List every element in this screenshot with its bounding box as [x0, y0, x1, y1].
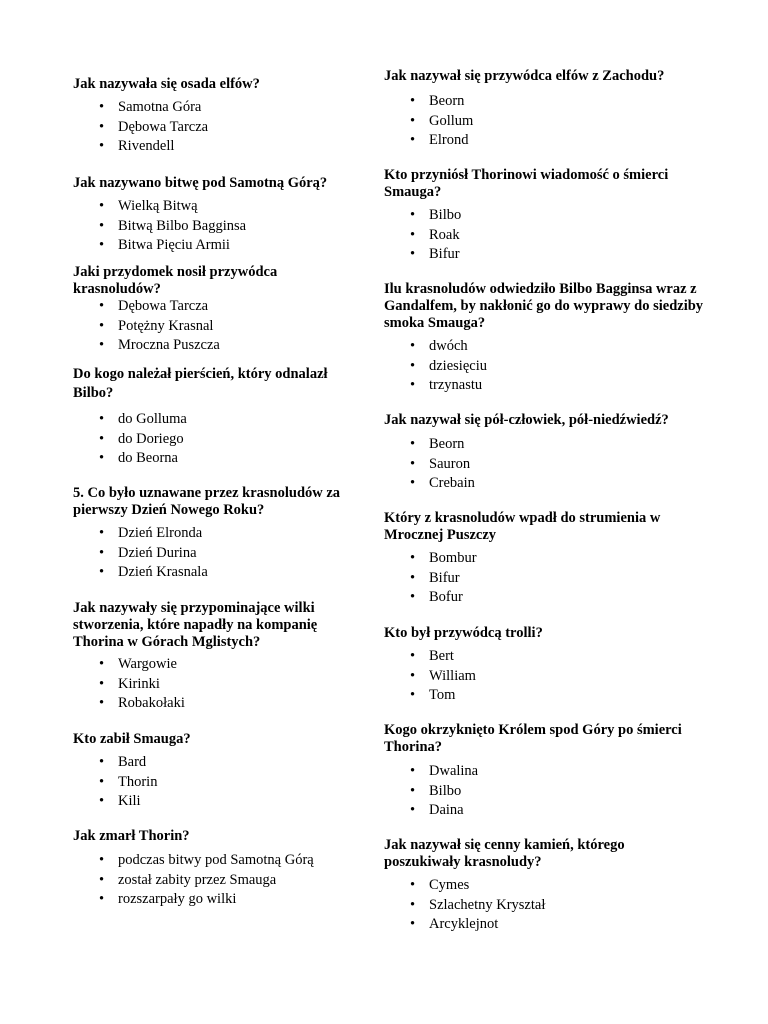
bullet-icon: •	[410, 648, 416, 664]
answer-option	[410, 112, 473, 132]
bullet-icon: •	[99, 675, 105, 692]
question-title: Kto zabił Smauga?	[73, 731, 191, 747]
answer-option	[410, 915, 545, 935]
answer-list	[99, 524, 208, 583]
answer-option	[410, 245, 461, 265]
answer-list	[410, 435, 475, 494]
bullet-icon: •	[99, 138, 105, 154]
bullet-icon: •	[99, 656, 105, 672]
answer-text: Dwalina	[429, 763, 479, 779]
answer-text: dwóch	[429, 338, 468, 354]
answer-option	[410, 376, 487, 396]
answer-text: Szlachetny Kryształ	[429, 896, 546, 913]
answer-text: Beorn	[429, 436, 465, 452]
bullet-icon: •	[99, 544, 105, 561]
answer-option	[99, 544, 208, 564]
answer-list	[410, 206, 461, 265]
answer-option	[410, 92, 473, 112]
bullet-icon: •	[410, 763, 416, 779]
answer-text: Dzień Krasnala	[118, 564, 208, 580]
bullet-icon: •	[99, 217, 105, 234]
question-title: Jak nazywała się osada elfów?	[73, 76, 260, 92]
answer-text: Bofur	[429, 589, 463, 605]
answer-option	[410, 896, 545, 916]
answer-option	[410, 588, 477, 608]
answer-text: Kili	[118, 793, 141, 809]
bullet-icon: •	[99, 337, 105, 353]
answer-option	[410, 337, 487, 357]
answer-list	[99, 851, 314, 910]
answer-text: Dzień Durina	[118, 544, 197, 561]
answer-option	[410, 131, 473, 151]
answer-list	[410, 876, 545, 935]
bullet-icon: •	[99, 871, 105, 888]
bullet-icon: •	[410, 226, 416, 243]
bullet-icon: •	[410, 667, 416, 684]
bullet-icon: •	[410, 550, 416, 566]
answer-text: Bifur	[429, 569, 460, 586]
bullet-icon: •	[99, 852, 105, 868]
answer-text: Bifur	[429, 246, 460, 262]
answer-option	[410, 876, 545, 896]
answer-text: Kirinki	[118, 675, 160, 692]
answer-text: do Doriego	[118, 430, 184, 447]
answer-option	[99, 563, 208, 583]
answer-text: Tom	[429, 687, 456, 703]
answer-option	[410, 647, 476, 667]
answer-text: Bilbo	[429, 207, 462, 223]
bullet-icon: •	[99, 695, 105, 711]
answer-option	[410, 782, 478, 802]
answer-option	[99, 297, 220, 317]
answer-list	[99, 410, 187, 469]
bullet-icon: •	[99, 298, 105, 314]
bullet-icon: •	[410, 896, 416, 913]
answer-text: Rivendell	[118, 138, 175, 154]
answer-text: Bard	[118, 754, 147, 770]
bullet-icon: •	[410, 132, 416, 148]
answer-text: Cymes	[429, 877, 470, 893]
answer-text: Roak	[429, 226, 460, 243]
answer-text: Crebain	[429, 475, 475, 491]
question-title: Jak nazywały się przypominające wilki stworzenia, które napadły na kompanię Thorina w Górach Mglistych?	[73, 600, 318, 650]
answer-text: Dzień Elronda	[118, 525, 203, 541]
bullet-icon: •	[99, 525, 105, 541]
answer-option	[99, 753, 157, 773]
bullet-icon: •	[99, 891, 105, 907]
question-title: Do kogo należał pierścień, który odnalazł Bilbo?	[73, 366, 328, 401]
answer-option	[99, 449, 187, 469]
question-title: Kto był przywódcą trolli?	[384, 625, 543, 641]
question-title: Jak nazywano bitwę pod Samotną Górą?	[73, 175, 328, 191]
question-title: Jak nazywał się cenny kamień, którego poszukiwały krasnoludy?	[384, 837, 625, 870]
answer-option	[99, 694, 185, 714]
question-title: Kto przyniósł Thorinowi wiadomość o śmierci Smauga?	[384, 167, 669, 200]
answer-text: Beorn	[429, 93, 465, 109]
answer-list	[99, 655, 185, 714]
answer-text: został zabity przez Smauga	[118, 871, 277, 888]
bullet-icon: •	[99, 793, 105, 809]
answer-text: Thorin	[118, 773, 158, 790]
answer-text: Bilbo	[429, 782, 462, 799]
bullet-icon: •	[410, 338, 416, 354]
answer-list	[410, 337, 487, 396]
answer-list	[99, 753, 157, 812]
answer-text: dziesięciu	[429, 357, 487, 374]
bullet-icon: •	[410, 357, 416, 374]
answer-list	[410, 762, 478, 821]
answer-text: Dębowa Tarcza	[118, 298, 209, 314]
answer-text: Bombur	[429, 550, 477, 566]
answer-option	[99, 217, 246, 237]
answer-text: Mroczna Puszcza	[118, 337, 220, 353]
bullet-icon: •	[99, 317, 105, 334]
answer-option	[410, 206, 461, 226]
answer-text: Wargowie	[118, 656, 177, 672]
answer-option	[410, 569, 477, 589]
answer-text: Potężny Krasnal	[118, 317, 214, 334]
question-title: Ilu krasnoludów odwiedziło Bilbo Bagginsa wraz z Gandalfem, by nakłonić go do wyprawy do siedziby smoka Smauga?	[384, 281, 704, 331]
bullet-icon: •	[410, 455, 416, 472]
answer-list	[99, 197, 246, 256]
bullet-icon: •	[410, 802, 416, 818]
bullet-icon: •	[99, 450, 105, 466]
answer-option	[99, 890, 314, 910]
answer-list	[99, 98, 208, 157]
question-title: 5. Co było uznawane przez krasnoludów za pierwszy Dzień Nowego Roku?	[73, 485, 341, 518]
question-title: Jaki przydomek nosił przywódca krasnoludów?	[73, 264, 278, 297]
question-title: Kogo okrzyknięto Królem spod Góry po śmierci Thorina?	[384, 722, 682, 755]
answer-option	[99, 675, 185, 695]
answer-option	[99, 524, 208, 544]
bullet-icon: •	[99, 237, 105, 253]
bullet-icon: •	[99, 99, 105, 115]
bullet-icon: •	[410, 377, 416, 393]
answer-option	[410, 435, 475, 455]
answer-text: do Golluma	[118, 411, 187, 427]
answer-text: podczas bitwy pod Samotną Górą	[118, 852, 314, 868]
answer-list	[410, 92, 473, 151]
answer-text: Dębowa Tarcza	[118, 118, 209, 135]
answer-text: Wielką Bitwą	[118, 198, 198, 214]
bullet-icon: •	[410, 246, 416, 262]
answer-option	[410, 455, 475, 475]
bullet-icon: •	[410, 916, 416, 932]
answer-option	[410, 667, 476, 687]
bullet-icon: •	[99, 564, 105, 580]
answer-option	[99, 773, 157, 793]
bullet-icon: •	[99, 430, 105, 447]
answer-option	[99, 655, 185, 675]
bullet-icon: •	[410, 782, 416, 799]
bullet-icon: •	[410, 569, 416, 586]
answer-option	[410, 549, 477, 569]
answer-text: Bitwą Bilbo Bagginsa	[118, 217, 247, 234]
bullet-icon: •	[410, 589, 416, 605]
answer-option	[99, 430, 187, 450]
answer-text: Robakołaki	[118, 695, 185, 711]
answer-option	[410, 686, 476, 706]
answer-option	[410, 762, 478, 782]
answer-text: trzynastu	[429, 377, 483, 393]
answer-text: Bitwa Pięciu Armii	[118, 237, 230, 253]
question-title: Jak nazywał się przywódca elfów z Zachodu?	[384, 68, 665, 84]
answer-text: do Beorna	[118, 450, 178, 466]
bullet-icon: •	[99, 411, 105, 427]
answer-option	[99, 317, 220, 337]
bullet-icon: •	[410, 112, 416, 129]
question-title: Który z krasnoludów wpadł do strumienia w Mrocznej Puszczy	[384, 510, 661, 543]
answer-option	[99, 98, 208, 118]
answer-text: rozszarpały go wilki	[118, 891, 237, 907]
answer-text: Arcyklejnot	[429, 916, 499, 932]
question-title: Jak zmarł Thorin?	[73, 828, 190, 844]
answer-option	[410, 226, 461, 246]
answer-option	[99, 236, 246, 256]
bullet-icon: •	[99, 118, 105, 135]
bullet-icon: •	[99, 198, 105, 214]
answer-text: Sauron	[429, 455, 471, 472]
bullet-icon: •	[99, 754, 105, 770]
answer-option	[410, 801, 478, 821]
answer-option	[99, 851, 314, 871]
answer-option	[99, 792, 157, 812]
bullet-icon: •	[410, 436, 416, 452]
answer-text: Samotna Góra	[118, 99, 202, 115]
bullet-icon: •	[99, 773, 105, 790]
bullet-icon: •	[410, 93, 416, 109]
answer-option	[99, 871, 314, 891]
answer-option	[99, 197, 246, 217]
answer-option	[99, 336, 220, 356]
answer-list	[99, 297, 220, 356]
answer-text: Elrond	[429, 132, 469, 148]
answer-text: Daina	[429, 802, 464, 818]
answer-option	[410, 474, 475, 494]
answer-text: Bert	[429, 648, 454, 664]
answer-option	[99, 410, 187, 430]
bullet-icon: •	[410, 207, 416, 223]
answer-text: William	[429, 667, 476, 684]
answer-text: Gollum	[429, 112, 474, 129]
answer-option	[410, 357, 487, 377]
answer-list	[410, 549, 477, 608]
answer-option	[99, 137, 208, 157]
bullet-icon: •	[410, 687, 416, 703]
bullet-icon: •	[410, 475, 416, 491]
bullet-icon: •	[410, 877, 416, 893]
question-title: Jak nazywał się pół-człowiek, pół-niedźwiedź?	[384, 412, 669, 428]
answer-option	[99, 118, 208, 138]
answer-list	[410, 647, 476, 706]
